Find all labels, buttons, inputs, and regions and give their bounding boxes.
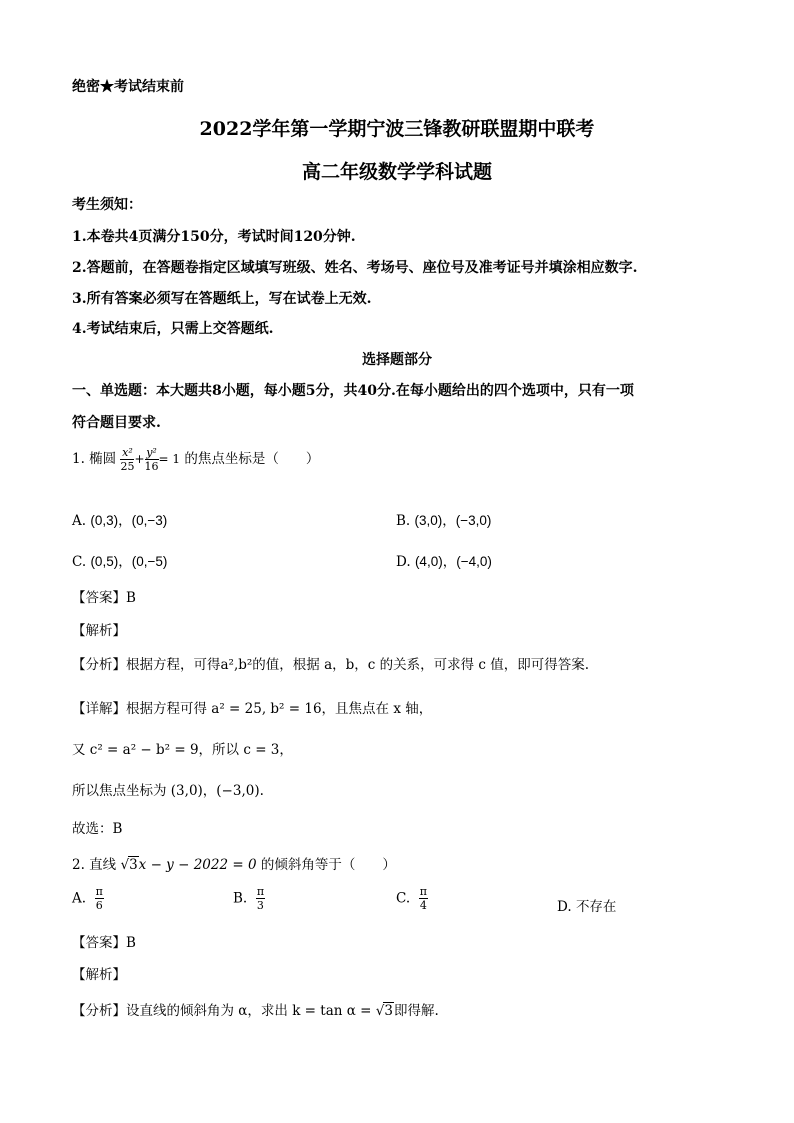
notice-heading: 考生须知： (72, 197, 142, 213)
question-1-stem: 1. 椭圆 $\frac{\text{x²}}{25}$ + $\frac{\text{y²}}{16}$ = 1 的焦点坐标是（ ） (72, 446, 320, 473)
answer: 【答案】B (72, 590, 136, 606)
page-title: 2022学年第一学期宁波三锋教研联盟期中联考 (199, 118, 595, 140)
analysis-detail: 【详解】根据方程可得 a² = 25, b² = 16，且焦点在 x 轴， (72, 701, 433, 717)
analysis-label: 【解析】 (72, 967, 126, 983)
notice-item: 4.考试结束后，只需上交答题纸. (72, 321, 274, 337)
section-instructions: 一、单选题：本大题共8小题，每小题5分，共40分.在每小题给出的四个选项中，只有一项 (72, 383, 634, 399)
fraction-y: $\frac{\text{y²}}{16}$ (144, 446, 159, 473)
option-b: B. (3,0)，(−3,0) (396, 513, 492, 529)
option-a: A. (0,3)，(0,−3) (72, 513, 168, 529)
option-b: B. $\frac{\pi}{3}$ (233, 885, 265, 912)
question-number: 1. 椭圆 (72, 451, 117, 467)
question-stem-tail: 的焦点坐标是（ ） (184, 451, 320, 467)
section-title: 选择题部分 (362, 352, 432, 368)
notice-item: 1.本卷共4页满分150分，考试时间120分钟. (72, 229, 356, 245)
option-c: C. $\frac{\pi}{4}$ (396, 885, 427, 912)
fraction-x: $\frac{\text{x²}}{25}$ (120, 446, 135, 473)
answer: 【答案】B (72, 935, 136, 951)
analysis-label: 【解析】 (72, 623, 126, 639)
notice-item: 2.答题前，在答题卷指定区域填写班级、姓名、考场号、座位号及准考证号并填涂相应数字. (72, 260, 638, 276)
option-d: D. (4,0)，(−4,0) (396, 554, 492, 570)
analysis-fenxi: 【分析】设直线的倾斜角为 α，求出 k = tan α = √3即得解. (72, 1003, 439, 1019)
question-number: 2. 直线 (72, 857, 117, 873)
option-a: A. $\frac{\pi}{6}$ (72, 885, 103, 912)
analysis-fenxi: 【分析】根据方程，可得a²,b²的值，根据 a，b，c 的关系，可求得 c 值，即可得答案. (72, 657, 590, 673)
option-c: C. (0,5)，(0,−5) (72, 554, 168, 570)
analysis-line: 又 c² = a² − b² = 9，所以 c = 3， (72, 742, 293, 758)
question-stem-tail: 的倾斜角等于（ ） (260, 857, 396, 873)
analysis-line: 所以焦点坐标为 (3,0)，(−3,0). (72, 783, 264, 799)
choice-result: 故选：B (72, 821, 123, 837)
section-instructions: 符合题目要求. (72, 415, 161, 431)
page-subtitle: 高二年级数学学科试题 (301, 161, 492, 183)
option-d: D. 不存在 (557, 899, 617, 915)
question-2-stem: 2. 直线 √3x − y − 2022 = 0 的倾斜角等于（ ） (72, 857, 396, 873)
secret-label: 绝密★考试结束前 (72, 79, 184, 95)
notice-item: 3.所有答案必须写在答题纸上，写在试卷上无效. (72, 291, 372, 307)
